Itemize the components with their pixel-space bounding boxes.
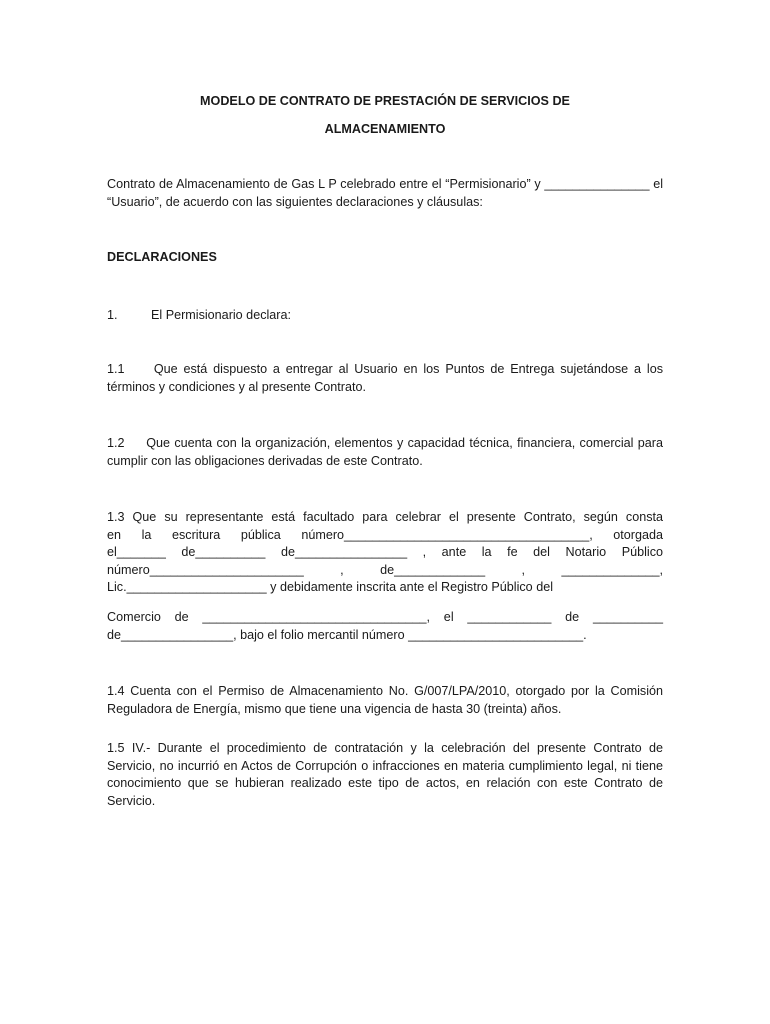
declaration-item-1 — [107, 307, 291, 324]
declaraciones-heading: DECLARACIONES — [107, 250, 217, 264]
item-text: El Permisionario declara: — [151, 308, 291, 322]
clause-1-3-registry-line: Comercio de ________________________________, el ____________ de __________ — [107, 610, 663, 624]
clause-1-3-line: 1.3 Que su representante está facultado para celebrar el presente Contrato, según consta — [107, 510, 663, 524]
clause-1-1: 1.1 Que está dispuesto a entregar al Usuario en los Puntos de Entrega sujetándose a los términos y condiciones y al presente Contrato. — [107, 362, 667, 394]
clause-1-3-line: en la escritura pública número___________________________________, otorgada — [107, 527, 663, 542]
clause-1-3-line: Lic.____________________ y debidamente inscrita ante el Registro Público del — [107, 580, 553, 594]
clause-1-3-block — [107, 509, 663, 597]
clause-1-4: 1.4 Cuenta con el Permiso de Almacenamiento No. G/007/LPA/2010, otorgado por la Comisión Reguladora de Energía, mismo que tiene una vigencia de hasta 30 (treinta) años. — [107, 684, 663, 716]
intro-paragraph: Contrato de Almacenamiento de Gas L P celebrado entre el “Permisionario” y _______________ el “Usuario”, de acuerdo con las siguientes declaraciones y cláusulas: — [107, 177, 663, 209]
document-title-line-1: MODELO DE CONTRATO DE PRESTACIÓN DE SERVICIOS DE — [200, 94, 570, 108]
clause-1-2: 1.2 Que cuenta con la organización, elementos y capacidad técnica, financiera, comercial para cumplir con las obligaciones derivadas de este Contrato. — [107, 436, 667, 468]
clause-1-3-line: el_______ de__________ de________________ , ante la fe del Notario Público — [107, 545, 663, 559]
clause-1-3-line: número______________________ , de_____________ , ______________, — [107, 562, 663, 577]
item-number: 1. — [107, 308, 118, 322]
document-title-line-2: ALMACENAMIENTO — [324, 122, 446, 136]
clause-1-5: 1.5 IV.- Durante el procedimiento de contratación y la celebración del presente Contrato de Servicio, no incurrió en Actos de Corrupción o infracciones en materia cumplimiento legal, ni tiene conocimiento que se hubieran realizado este tipo de actos, en relación con este Contrato de Servicio. — [107, 741, 663, 808]
clause-1-3-registry-line: de________________, bajo el folio mercantil número _________________________. — [107, 627, 587, 642]
clause-1-3-registry-block — [107, 609, 663, 644]
